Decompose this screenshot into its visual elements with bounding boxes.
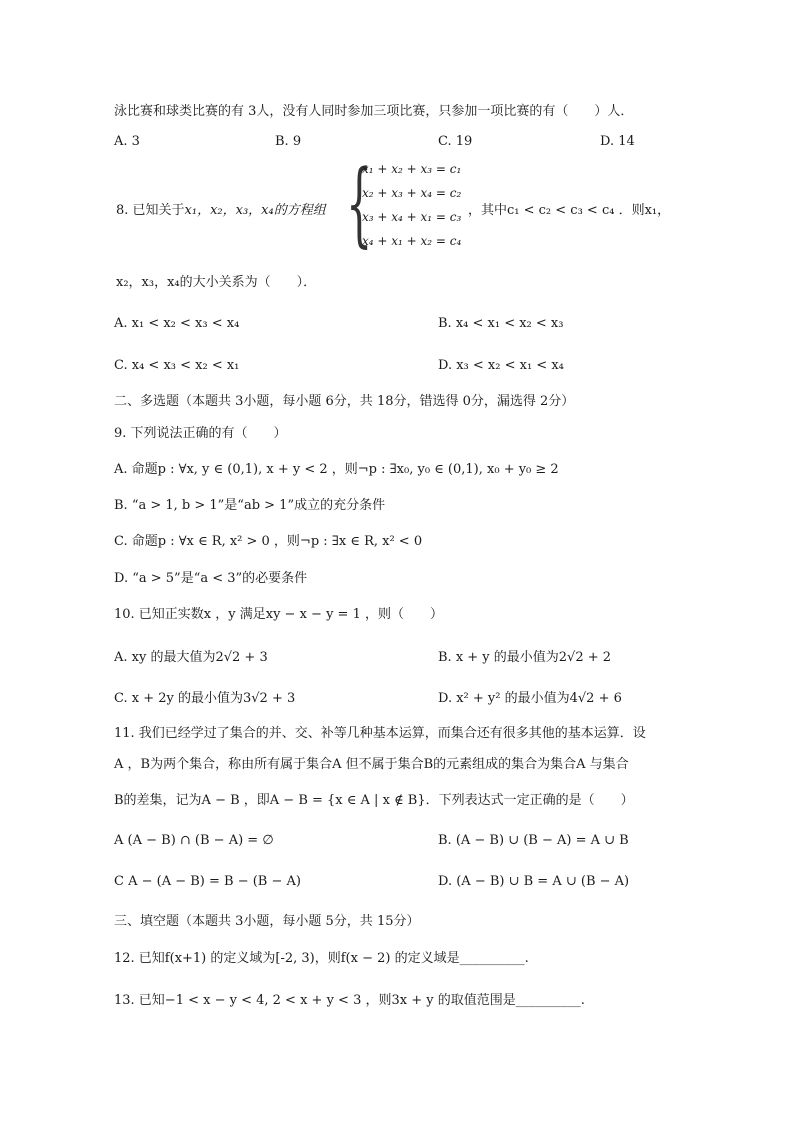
q9-option-c: C. 命题p : ∀x ∈ R, x² > 0 ，则¬p : ∃x ∈ R, x² < 0 [114,534,423,549]
q7-tail: 泳比赛和球类比赛的有 3人，没有人同时参加三项比赛，只参加一项比赛的有（ ）人． [114,104,634,119]
q11-line-2: A ，B为两个集合，称由所有属于集合A 但不属于集合B的元素组成的集合为集合A 与集合 [114,757,629,772]
q8-eq-2: x₂ + x₃ + x₄ = c₂ [362,186,462,200]
q8-option-d: D. x₃ < x₂ < x₁ < x₄ [438,358,564,373]
q8-vars: x₁，x₂，x₃，x₄的方程组 [184,203,326,218]
q7-option-c: C. 19 [438,134,473,149]
q11-line-3: B的差集，记为A − B ，即A − B = {x ∈ A | x ∉ B}．下列表达式一定正确的是（ ） [114,793,634,808]
q7-option-a: A. 3 [114,134,140,149]
q8-option-b: B. x₄ < x₁ < x₂ < x₃ [438,316,564,331]
q12-text: 12. 已知f(x+1) 的定义域为[-2, 3)，则f(x − 2) 的定义域是__________. [114,951,529,966]
q8-equation-system [346,150,476,258]
q7-option-d: D. 14 [600,134,635,149]
q8-prefix-text: 8. 已知关于 [116,203,185,218]
q9-option-b: B. “a > 1, b > 1”是“ab > 1”成立的充分条件 [114,498,386,513]
q8-option-c: C. x₄ < x₃ < x₂ < x₁ [114,358,240,373]
q11-option-a: A (A − B) ∩ (B − A) = ∅ [114,833,274,848]
q10-stem: 10. 已知正实数x ，y 满足xy − x − y = 1 ，则（ ） [114,607,443,622]
q7-option-b: B. 9 [275,134,302,149]
q13-text: 13. 已知−1 < x − y < 4, 2 < x + y < 3 ，则3x + y 的取值范围是__________. [114,993,585,1008]
q11-option-c: C A − (A − B) = B − (B − A) [114,874,301,889]
q11-option-b: B. (A − B) ∪ (B − A) = A ∪ B [438,833,629,848]
q11-line-1: 11. 我们已经学过了集合的并、交、补等几种基本运算，而集合还有很多其他的基本运算．设 [114,726,646,741]
left-brace-icon: { [346,150,373,257]
q9-stem: 9. 下列说法正确的有（ ） [114,426,287,441]
section-2-heading: 二、多选题（本题共 3小题，每小题 6分，共 18分，错选得 0分，漏选得 2分） [114,394,575,409]
q8-suffix: ，其中c₁ < c₂ < c₃ < c₄ ．则x₁， [468,203,671,218]
q10-option-a: A. xy 的最大值为2√2 + 3 [114,650,268,665]
q11-option-d: D. (A − B) ∪ B = A ∪ (B − A) [438,874,630,889]
q10-option-c: C. x + 2y 的最小值为3√2 + 3 [114,691,296,706]
section-3-heading: 三、填空题（本题共 3小题，每小题 5分，共 15分） [114,914,420,929]
q9-option-d: D. “a > 5”是“a < 3”的必要条件 [114,571,308,586]
q8-line2: x₂，x₃，x₄的大小关系为（ ）． [116,275,317,290]
q9-option-a: A. 命题p : ∀x, y ∈ (0,1), x + y < 2 ，则¬p : ∃x₀, y₀ ∈ (0,1), x₀ + y₀ ≥ 2 [114,462,559,477]
q8-eq-1: x₁ + x₂ + x₃ = c₁ [362,162,462,176]
q10-option-b: B. x + y 的最小值为2√2 + 2 [438,650,612,665]
q8-option-a: A. x₁ < x₂ < x₃ < x₄ [114,316,240,331]
q10-option-d: D. x² + y² 的最小值为4√2 + 6 [438,691,622,706]
q8-eq-3: x₃ + x₄ + x₁ = c₃ [362,210,462,224]
q8-eq-4: x₄ + x₁ + x₂ = c₄ [362,234,462,248]
q8-prefix [116,202,326,220]
